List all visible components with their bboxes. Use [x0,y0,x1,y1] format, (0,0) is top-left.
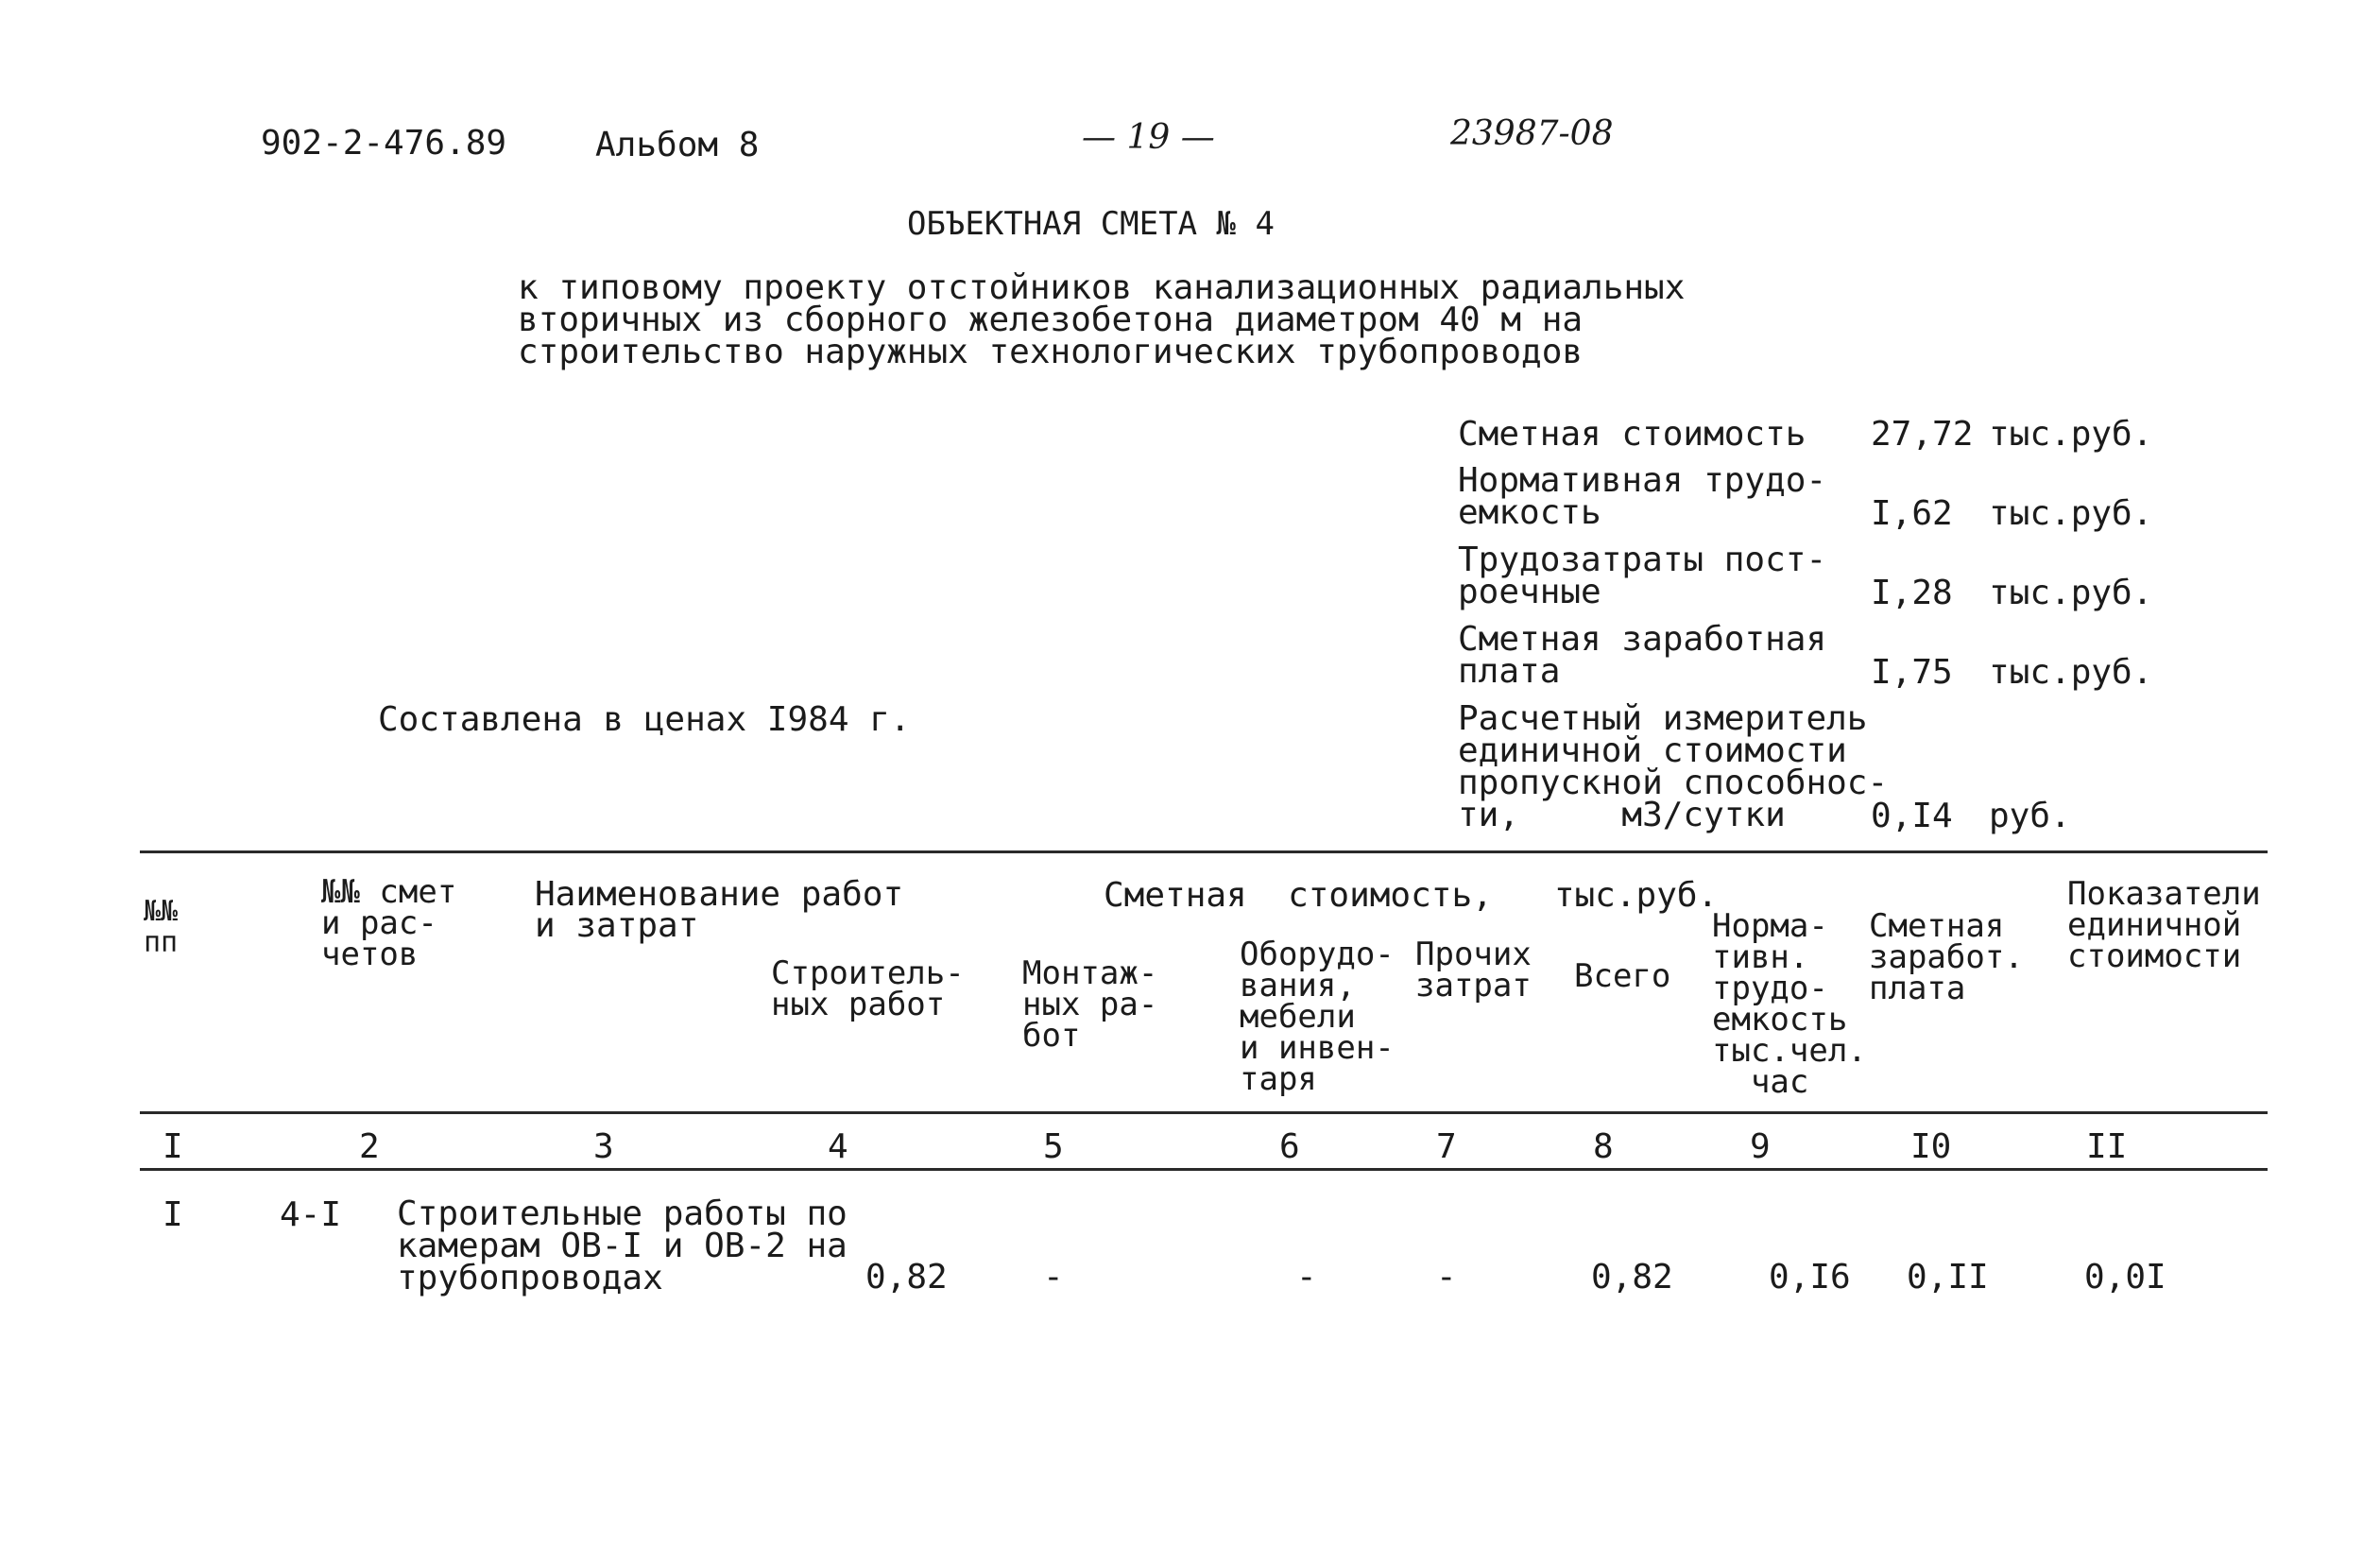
column-number: 8 [1593,1127,1614,1166]
summary-value-labor-site: I,28 [1871,574,1953,612]
summary-unit-labor-site: тыс.руб. [1989,574,2153,612]
table-row-name: Строительные работы по камерам ОВ-I и ОВ-2 на трубопроводах [397,1194,848,1297]
summary-unit-labor-norm: тыс.руб. [1989,494,2153,533]
summary-label-labor-norm: Нормативная трудо- емкость [1458,461,1827,532]
column-number: I [163,1127,183,1166]
header-col-labor: Норма- тивн. трудо- емкость тыс.чел. час [1712,907,1867,1101]
page-number: — 19 — [1082,118,1215,157]
document-code: 902-2-476.89 [261,124,507,163]
table-row-total: 0,82 [1591,1258,1673,1297]
column-number: 7 [1436,1127,1457,1166]
summary-label-wages: Сметная заработная плата [1458,620,1827,691]
column-number: I0 [1910,1127,1952,1166]
table-row-other: - [1436,1258,1457,1297]
header-col-equipment: Оборудо- вания, мебели и инвен- таря [1240,936,1395,1098]
header-group-cost: Сметная стоимость, тыс.руб. [1104,876,1719,915]
column-number: 6 [1279,1127,1300,1166]
header-col-estimate: №№ смет и рас- четов [321,873,457,973]
summary-label-cost: Сметная стоимость [1458,415,1806,454]
header-col-total: Всего [1574,957,1671,995]
table-row-construction: 0,82 [865,1258,948,1297]
table-numbers-rule [140,1168,2268,1171]
table-row-wages: 0,II [1907,1258,1989,1297]
summary-value-cost: 27,72 [1871,415,1974,454]
table-row-number: I [163,1195,183,1234]
header-col-wages: Сметная заработ. плата [1869,907,2024,1007]
summary-label-labor-site: Трудозатраты пост- роечные [1458,541,1827,611]
summary-value-unit-meter: 0,I4 [1871,797,1953,835]
document-title: ОБЪЕКТНАЯ СМЕТА № 4 [907,205,1275,243]
summary-unit-wages: тыс.руб. [1989,653,2153,692]
prices-note: Составлена в ценах I984 г. [378,700,911,739]
table-row-equipment: - [1296,1258,1317,1297]
header-col-other: Прочих затрат [1415,936,1532,1005]
table-row-installation: - [1043,1258,1064,1297]
summary-unit-cost: тыс.руб. [1989,415,2153,454]
table-row-unit-cost: 0,0I [2084,1258,2166,1297]
column-number: 4 [828,1127,848,1166]
column-number: 2 [359,1127,380,1166]
document-subtitle: к типовому проекту отстойников канализационных радиальных вторичных из сборного железобетона диаметром 40 м на строительство наружных технологических трубопроводов [518,268,1686,371]
header-col-number: №№ пп [144,895,179,959]
table-top-rule [140,850,2268,853]
header-col-construction: Строитель- ных работ [771,954,965,1023]
column-number: 3 [593,1127,614,1166]
summary-value-wages: I,75 [1871,653,1953,692]
summary-label-unit-meter: Расчетный измеритель единичной стоимости пропускной способнос- ти, м3/сутки [1458,699,1889,834]
column-number: 9 [1750,1127,1771,1166]
header-col-unit-cost: Показатели единичной стоимости [2067,875,2261,975]
summary-value-labor-norm: I,62 [1871,494,1953,533]
summary-unit-unit-meter: руб. [1989,797,2071,835]
header-col-installation: Монтаж- ных ра- бот [1022,954,1158,1055]
table-row-labor: 0,I6 [1769,1258,1851,1297]
table-row-estimate: 4-I [280,1195,342,1234]
header-col-name: Наименование работ и затрат [535,875,904,945]
album-label: Альбом 8 [595,126,760,164]
inventory-number: 23987-08 [1450,114,1614,153]
column-number: 5 [1043,1127,1064,1166]
column-number: II [2086,1127,2128,1166]
table-header-rule [140,1111,2268,1114]
